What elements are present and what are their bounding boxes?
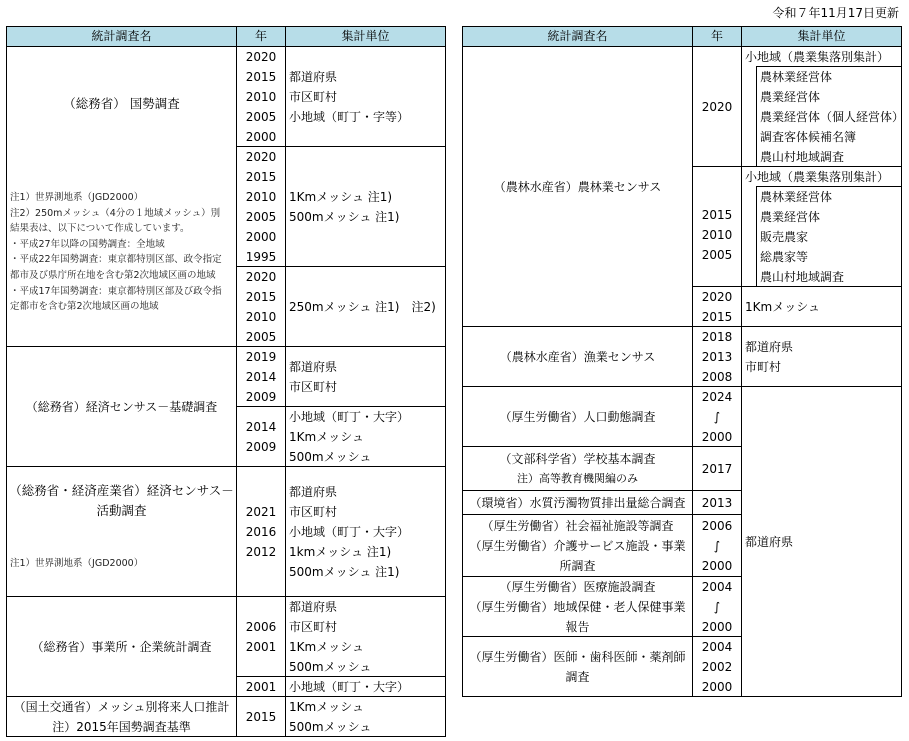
unit-subcell: 農林業経営体 農業経営体 農業経営体（個人経営体） 調査客体候補名簿 農山村地域調査 bbox=[756, 66, 902, 167]
header-unit: 集計単位 bbox=[741, 26, 902, 47]
year-cell: 2024 ∫ 2000 bbox=[692, 386, 742, 447]
survey-jigyosho bbox=[6, 596, 237, 697]
year-cell: 2017 bbox=[692, 446, 742, 491]
unit-cell: 都道府県 市町村 bbox=[741, 326, 902, 387]
unit-cell bbox=[741, 186, 757, 287]
survey-gyogyo bbox=[462, 326, 693, 387]
survey-suishitsu bbox=[462, 490, 693, 515]
survey-name: （環境省）水質汚濁物質排出量総合調査 bbox=[469, 495, 686, 510]
survey-name: （農林水産省）農林業センサス bbox=[493, 179, 662, 194]
year-cell: 2020 bbox=[692, 46, 742, 167]
unit-cell: 都道府県 市区町村 bbox=[285, 346, 446, 407]
unit-cell: 1Kmメッシュ 注1) 500mメッシュ 注1) bbox=[285, 146, 446, 267]
survey-name: （国土交通省）メッシュ別将来人口推計 bbox=[13, 699, 230, 714]
kokusei-notes: 注1）世界測地系（JGD2000） 注2）250mメッシュ（4分の１地域メッシュ）別 結果表は、以下について作成しています。 ・平成27年以降の国勢調査：全地域 ・平成22年国勢調査：東京都特別区部、政令指定 都市及び県庁所在地を含む第2次地域区画の地域 ・平成17年国勢調査：東京都特別区部及び政令指 定都市を含む第2次地域区画の地域 bbox=[10, 192, 222, 313]
header-name: 統計調査名 bbox=[462, 26, 693, 47]
survey-name: （厚生労働省）医療施設調査 bbox=[499, 579, 656, 594]
year-cell: 2013 bbox=[692, 490, 742, 515]
survey-fukushi: （厚生労働省）社会福祉施設等調査 （厚生労働省）介護サービス施設・事業 所調査 bbox=[462, 514, 693, 577]
header-year: 年 bbox=[692, 26, 742, 47]
unit-cell: 小地域（町丁・大字） 1Kmメッシュ 500mメッシュ bbox=[285, 406, 446, 467]
unit-cell: 小地域（町丁・大字） bbox=[285, 676, 446, 697]
year-cell: 2006 2001 bbox=[236, 596, 286, 677]
year-cell: 2001 bbox=[236, 676, 286, 697]
unit-cell: 1Kmメッシュ bbox=[741, 286, 902, 327]
year-cell: 2020 2015 2010 2005 2000 bbox=[236, 46, 286, 147]
unit-cell: 250mメッシュ 注1) 注2) bbox=[285, 266, 446, 347]
year-cell: 2018 2013 2008 bbox=[692, 326, 742, 387]
survey-name: （総務省）経済センサス－基礎調査 bbox=[25, 399, 218, 414]
survey-name: （農林水産省）漁業センサス bbox=[499, 349, 656, 364]
year-cell: 2020 2015 2010 2005 2000 1995 bbox=[236, 146, 286, 267]
header-unit: 集計単位 bbox=[285, 26, 446, 47]
year-cell: 2020 2015 2010 2005 bbox=[236, 266, 286, 347]
year-cell: 2004 2002 2000 bbox=[692, 636, 742, 697]
year-cell: 2014 2009 bbox=[236, 406, 286, 467]
survey-iryo: （厚生労働省）医療施設調査 （厚生労働省）地域保健・老人保健事業 報告 bbox=[462, 576, 693, 637]
unit-subcell: 農林業経営体 農業経営体 販売農家 総農家等 農山村地域調査 bbox=[756, 186, 902, 287]
unit-cell: 1Kmメッシュ 500mメッシュ bbox=[285, 696, 446, 737]
survey-keizai-katsudo bbox=[6, 466, 237, 597]
year-cell: 2006 ∫ 2000 bbox=[692, 514, 742, 577]
year-cell: 2020 2015 bbox=[692, 286, 742, 327]
year-cell: 2004 ∫ 2000 bbox=[692, 576, 742, 637]
year-cell: 2021 2016 2012 bbox=[236, 466, 286, 597]
updated-date: 令和７年11月17日更新 bbox=[772, 6, 899, 20]
unit-cell: 小地域（農業集落別集計） bbox=[741, 166, 902, 187]
survey-mesh-pop: （国土交通省）メッシュ別将来人口推計 注）2015年国勢調査基準 bbox=[6, 696, 237, 737]
unit-cell-shared: 都道府県 bbox=[741, 386, 902, 697]
survey-keizai-kiso bbox=[6, 346, 237, 467]
survey-jinko-dotai bbox=[462, 386, 693, 447]
unit-cell: 都道府県 市区町村 小地域（町丁・字等） bbox=[285, 46, 446, 147]
survey-name: （文部科学省）学校基本調査 bbox=[499, 451, 656, 466]
survey-gakko: （文部科学省）学校基本調査 注）高等教育機関編のみ bbox=[462, 446, 693, 491]
unit-cell: 小地域（農業集落別集計） bbox=[741, 46, 902, 67]
header-name: 統計調査名 bbox=[6, 26, 237, 47]
keizai-note: 注1）世界測地系（JGD2000） bbox=[10, 558, 144, 569]
year-cell: 2019 2014 2009 bbox=[236, 346, 286, 407]
survey-name: （総務省） 国勢調査 bbox=[63, 96, 180, 111]
survey-name: （総務省・経済産業省）経済センサス－ 活動調査 bbox=[9, 483, 234, 518]
header-year: 年 bbox=[236, 26, 286, 47]
survey-norin bbox=[462, 46, 693, 327]
survey-name: （厚生労働省）人口動態調査 bbox=[499, 409, 656, 424]
year-cell: 2015 2010 2005 bbox=[692, 166, 742, 287]
unit-cell: 都道府県 市区町村 1Kmメッシュ 500mメッシュ bbox=[285, 596, 446, 677]
survey-ishi: （厚生労働省）医師・歯科医師・薬剤師 調査 bbox=[462, 636, 693, 697]
survey-name: （厚生労働省）社会福祉施設等調査 bbox=[481, 518, 674, 533]
survey-name: （総務省）事業所・企業統計調査 bbox=[31, 639, 212, 654]
unit-cell: 都道府県 市区町村 小地域（町丁・大字） 1kmメッシュ 注1) 500mメッシュ 注1) bbox=[285, 466, 446, 597]
survey-name: （厚生労働省）医師・歯科医師・薬剤師 bbox=[469, 649, 686, 664]
survey-kokusei bbox=[6, 46, 237, 347]
year-cell: 2015 bbox=[236, 696, 286, 737]
unit-cell bbox=[741, 66, 757, 167]
